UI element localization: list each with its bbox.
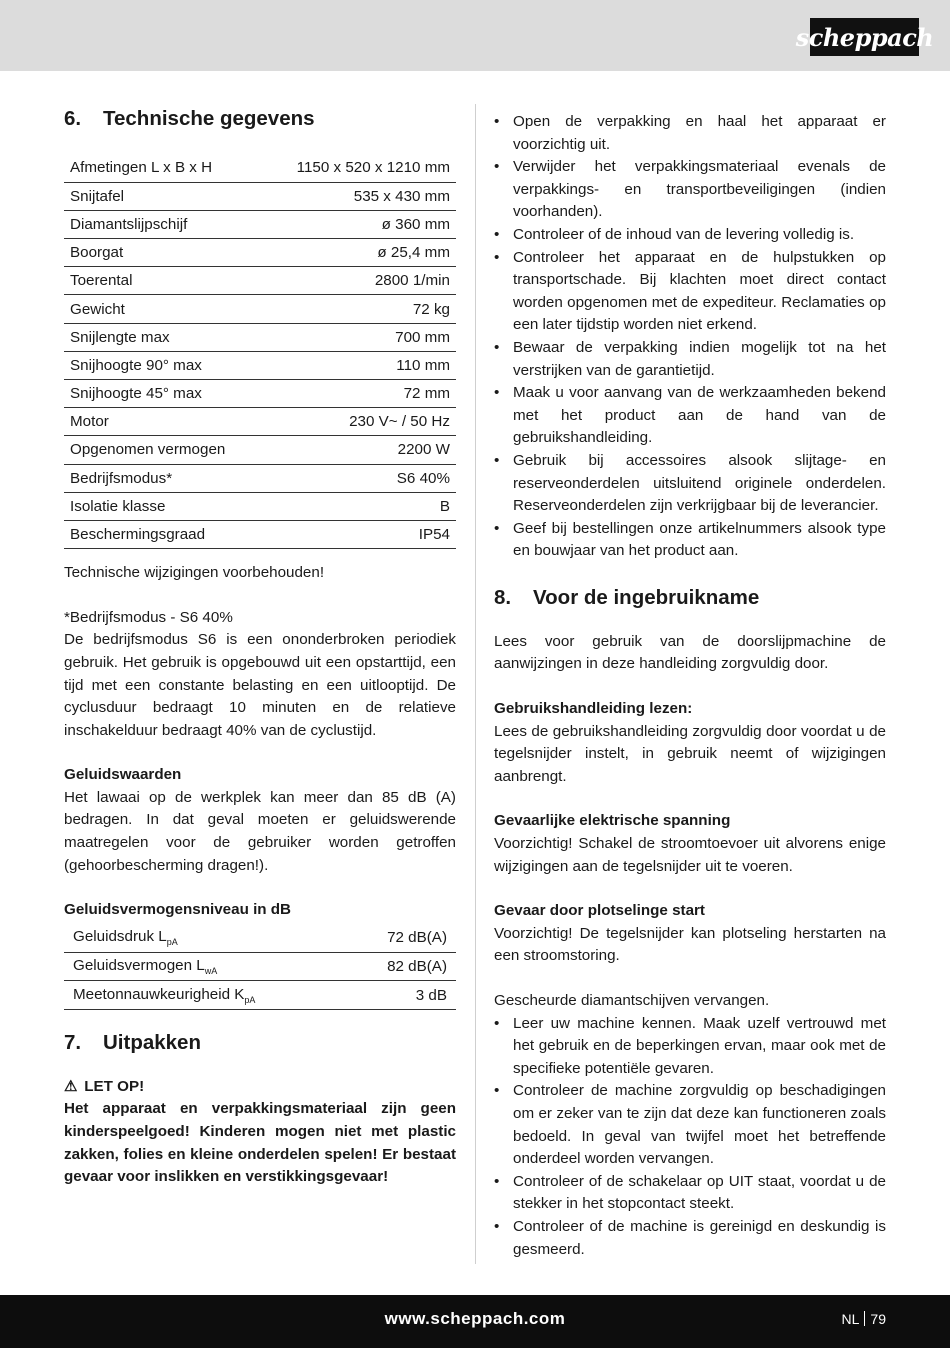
noise-text: Het lawaai op de werkplek kan meer dan 85 dB (A) bedragen. In dat geval moeten er geluidswerende maatregelen voor de gebruiker worden getroffen (gehoorbescherming dragen!).: [64, 788, 456, 874]
spec-label: Isolatie klasse: [64, 492, 261, 520]
spec-value: B: [261, 492, 456, 520]
spec-row: [64, 436, 456, 464]
column-divider: [475, 104, 476, 1264]
warning-triangle-icon: ⚠: [64, 1077, 78, 1095]
page-number: 79: [870, 1311, 886, 1327]
scheppach-logo: scheppach: [810, 18, 919, 56]
spec-row: [64, 182, 456, 210]
section-6-heading: [64, 104, 456, 134]
spec-value: 2800 1/min: [261, 267, 456, 295]
section-title: Technische gegevens: [103, 107, 315, 130]
list-item: • Open de verpakking en haal het apparaat er voorzichtig uit.: [494, 111, 886, 156]
spec-value: 535 x 430 mm: [261, 182, 456, 210]
spec-label: Snijhoogte 45° max: [64, 380, 261, 408]
noise-subscript: pA: [166, 937, 178, 948]
noise-row: [64, 924, 456, 953]
noise-label: Geluidsdruk L: [73, 928, 167, 946]
list-item: • Geef bij bestellingen onze artikelnummers alsook type en bouwjaar van het product aan.: [494, 518, 886, 563]
spec-row: [64, 295, 456, 323]
mode-title: *Bedrijfsmodus - S6 40%: [64, 608, 233, 626]
sudden-start-title: Gevaar door plotselinge start: [494, 902, 705, 920]
spec-label: Afmetingen L x B x H: [64, 154, 261, 182]
spec-value: S6 40%: [261, 464, 456, 492]
replace-text: Gescheurde diamantschijven vervangen.: [494, 992, 770, 1009]
noise-level-table: [64, 924, 456, 1010]
spec-row: [64, 380, 456, 408]
spec-row: [64, 239, 456, 267]
list-item: • Maak u voor aanvang van de werkzaamheden bekend met het product aan de hand van de gebruikshandleiding.: [494, 382, 886, 450]
section-number: 8.: [494, 585, 512, 609]
spec-label: Snijhoogte 90° max: [64, 351, 261, 379]
read-manual-title: Gebruikshandleiding lezen:: [494, 700, 693, 718]
noise-row: [64, 952, 456, 981]
footer: [0, 1295, 950, 1348]
section-8-heading: [494, 583, 886, 613]
left-column: [64, 104, 456, 1189]
noise-label-cell: [64, 952, 346, 981]
list-item: • Gebruik bij accessoires alsook slijtage- en reserveonderdelen uitsluitend originele onderdelen. Reserveonderdelen zijn verkrijgbaar bij de leverancier.: [494, 450, 886, 518]
spec-value: 72 kg: [261, 295, 456, 323]
spec-row: [64, 520, 456, 548]
section-8-intro: Lees voor gebruik van de doorslijpmachine de aanwijzingen in deze handleiding zorgvuldig door.: [494, 632, 886, 673]
spec-value: 230 V~ / 50 Hz: [261, 408, 456, 436]
section-number: 6.: [64, 107, 82, 130]
spec-value: 110 mm: [261, 351, 456, 379]
noise-subscript: wA: [204, 966, 218, 977]
list-item: • Controleer het apparaat en de hulpstukken op transportschade. Bij klachten moet direct contact worden opgenomen met de expediteur. Reclamaties op een later tijdstip worden niet erkend.: [494, 247, 886, 337]
noise-label: Meetonnauwkeurigheid K: [73, 985, 245, 1003]
list-item: • Leer uw machine kennen. Maak uzelf vertrouwd met het gebruik en de beperkingen ervan, maar ook met de specifieke potentiële gevaren.: [494, 1013, 886, 1081]
noise-value: 82 dB(A): [346, 952, 456, 981]
spec-row: [64, 408, 456, 436]
sudden-start-text: Voorzichtig! De tegelsnijder kan plotseling herstarten na een stroomstoring.: [494, 924, 886, 965]
power-level-title: Geluidsvermogensniveau in dB: [64, 901, 292, 919]
warning-label: LET OP!: [84, 1077, 145, 1095]
noise-title: Geluidswaarden: [64, 766, 182, 784]
warning-text: Het apparaat en verpakkingsmateriaal zijn geen kinderspeelgoed! Kinderen mogen niet met plastic zakken, folies en kleine onderdelen spelen! Er bestaat gevaar voor inslikken en verstikkingsgevaar!: [64, 1100, 456, 1186]
spec-label: Bedrijfsmodus*: [64, 464, 261, 492]
unpacking-list: [494, 111, 886, 563]
voltage-title: Gevaarlijke elektrische spanning: [494, 812, 731, 830]
spec-value: 2200 W: [261, 436, 456, 464]
spec-label: Gewicht: [64, 295, 261, 323]
spec-label: Opgenomen vermogen: [64, 436, 261, 464]
right-column: [494, 111, 886, 1261]
spec-label: Boorgat: [64, 239, 261, 267]
list-item: • Verwijder het verpakkingsmateriaal evenals de verpakkings- en transportbeveiligingen (indien voorhanden).: [494, 156, 886, 224]
section-title: Voor de ingebruikname: [533, 585, 760, 609]
page-separator: [864, 1311, 865, 1326]
spec-label: Motor: [64, 408, 261, 436]
list-item: • Bewaar de verpakking indien mogelijk tot na het verstrijken van de garantietijd.: [494, 337, 886, 382]
noise-label-cell: [64, 924, 346, 953]
spec-value: ø 360 mm: [261, 210, 456, 238]
spec-label: Toerental: [64, 267, 261, 295]
warning-heading: [64, 1076, 456, 1099]
spec-value: ø 25,4 mm: [261, 239, 456, 267]
list-item: • Controleer de machine zorgvuldig op beschadigingen om er zeker van te zijn dat deze kan functioneren zoals bedoeld. In geval van twijfel moet het betreffende onderdeel worden vervangen.: [494, 1080, 886, 1170]
page-indicator: [842, 1311, 886, 1327]
spec-label: Snijlengte max: [64, 323, 261, 351]
technical-spec-table: [64, 154, 456, 549]
spec-value: 700 mm: [261, 323, 456, 351]
technical-note: Technische wijzigingen voorbehouden!: [64, 564, 325, 582]
spec-value: 1150 x 520 x 1210 mm: [261, 154, 456, 182]
noise-label: Geluidsvermogen L: [73, 957, 205, 975]
spec-label: Diamantslijpschijf: [64, 210, 261, 238]
spec-row: [64, 323, 456, 351]
spec-row: [64, 267, 456, 295]
spec-value: IP54: [261, 520, 456, 548]
mode-text: De bedrijfsmodus S6 is een ononderbroken periodiek gebruik. Het gebruik is opgebouwd uit een opstarttijd, een tijd met een constante belasting en een uitlooptijd. De cyclusduur bedraagt 10 minuten en de relatieve inschakelduur bedraagt 40% van de cyclustijd.: [64, 631, 456, 739]
spec-label: Snijtafel: [64, 182, 261, 210]
noise-subscript: pA: [244, 994, 256, 1005]
spec-row: [64, 492, 456, 520]
spec-value: 72 mm: [261, 380, 456, 408]
spec-row: [64, 210, 456, 238]
list-item: • Controleer of de machine is gereinigd en deskundig is gesmeerd.: [494, 1216, 886, 1261]
spec-row: [64, 464, 456, 492]
section-number: 7.: [64, 1030, 82, 1054]
noise-label-cell: [64, 981, 346, 1010]
spec-label: Beschermingsgraad: [64, 520, 261, 548]
section-title: Uitpakken: [103, 1030, 201, 1054]
spec-row: [64, 351, 456, 379]
website-link[interactable]: www.scheppach.com: [384, 1309, 566, 1328]
noise-value: 72 dB(A): [346, 924, 456, 953]
noise-value: 3 dB: [346, 981, 456, 1010]
header-band: [0, 0, 950, 71]
noise-row: [64, 981, 456, 1010]
read-manual-text: Lees de gebruikshandleiding zorgvuldig door voordat u de tegelsnijder instelt, in gebruik neemt of wijzigingen aanbrengt.: [494, 722, 886, 785]
list-item: • Controleer of de schakelaar op UIT staat, voordat u de stekker in het stopcontact steekt.: [494, 1171, 886, 1216]
section-7-heading: [64, 1028, 456, 1058]
list-item: • Controleer of de inhoud van de levering volledig is.: [494, 224, 886, 247]
preparation-list: [494, 1013, 886, 1262]
voltage-text: Voorzichtig! Schakel de stroomtoevoer uit alvorens enige wijzigingen aan de tegelsnijder uit te voeren.: [494, 835, 886, 875]
spec-row: [64, 154, 456, 182]
language-code: NL: [841, 1311, 860, 1327]
